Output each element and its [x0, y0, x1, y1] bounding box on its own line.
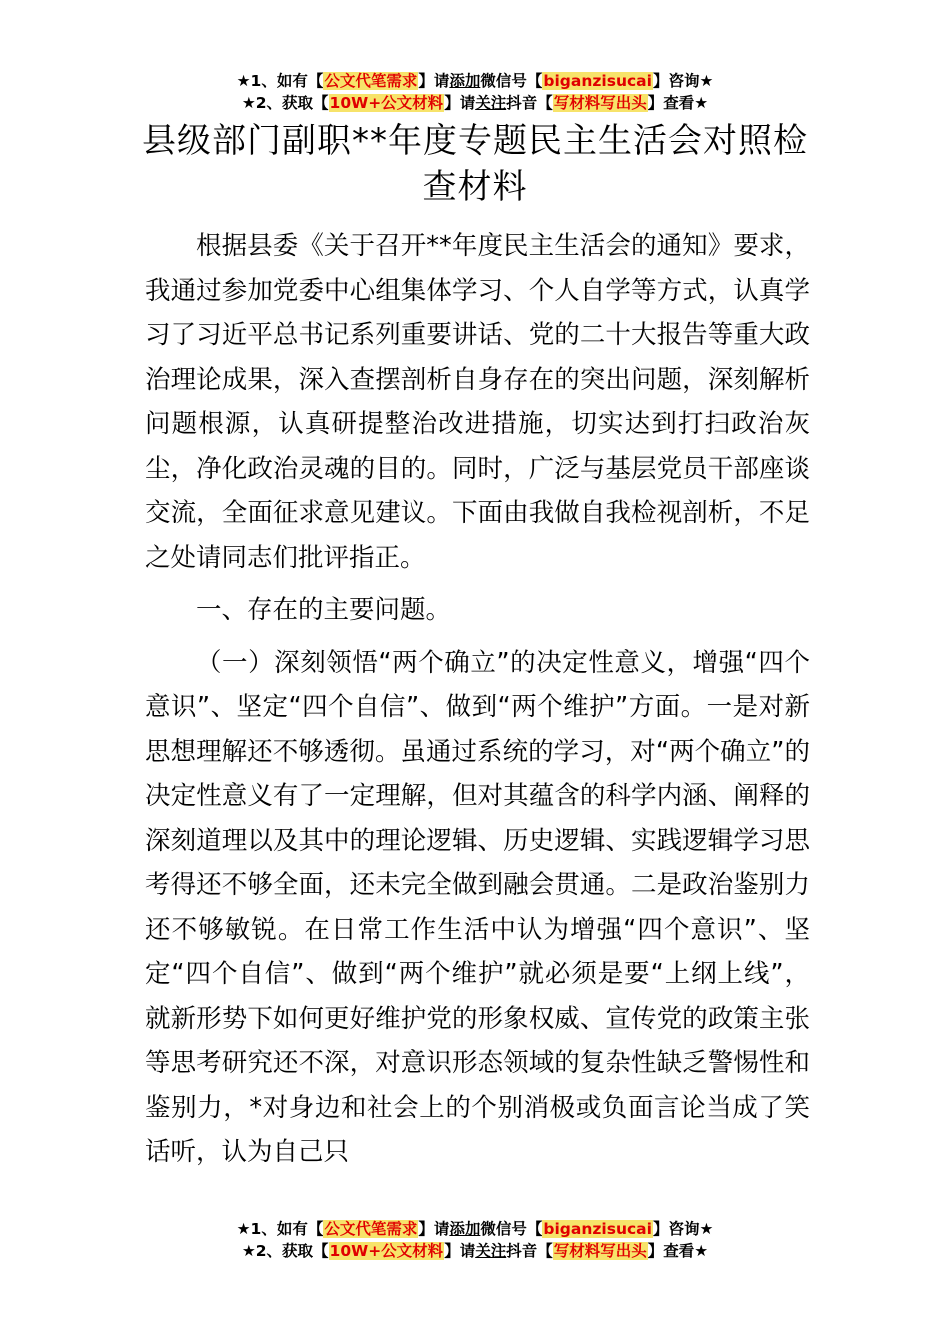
promo-highlight: 公文代笔需求 — [324, 72, 418, 90]
promo-text: ★1、如有【 — [236, 72, 324, 90]
promo-text: 】请 — [418, 72, 450, 90]
promo-highlight: 10W+公文材料 — [329, 1242, 444, 1260]
promo-text: 】查看★ — [647, 1242, 709, 1260]
document-body — [145, 224, 810, 1175]
promo-underlined: 添加 — [449, 1220, 481, 1238]
promo-douyin-id: 写材料写出头 — [553, 94, 647, 112]
promo-text: 抖音【 — [506, 1242, 553, 1260]
promo-text: 微信号【 — [480, 1220, 543, 1238]
promo-highlight: 10W+公文材料 — [329, 94, 444, 112]
promo-text: ★2、获取【 — [241, 1242, 329, 1260]
promo-underlined: 关注 — [475, 1242, 507, 1260]
footer-promo — [0, 1218, 950, 1262]
intro-paragraph: 根据县委《关于召开**年度民主生活会的通知》要求，我通过参加党委中心组集体学习、个人自学等方式，认真学习了习近平总书记系列重要讲话、党的二十大报告等重大政治理论成果，深入查摆剖析自身存在的突出问题，深刻解析问题根源，认真研提整治改进措施，切实达到打扫政治灰尘，净化政治灵魂的目的。同时，广泛与基层党员干部座谈交流，全面征求意见建议。下面由我做自我检视剖析，不足之处请同志们批评指正。 — [145, 231, 810, 573]
promo-text: ★1、如有【 — [236, 1220, 324, 1238]
promo-text: 微信号【 — [480, 72, 543, 90]
promo-line-2 — [0, 92, 950, 114]
promo-line-2 — [0, 1240, 950, 1262]
promo-text: 】咨询★ — [652, 1220, 714, 1238]
promo-douyin-id: 写材料写出头 — [553, 1242, 647, 1260]
promo-line-1 — [0, 70, 950, 92]
header-promo — [0, 70, 950, 114]
promo-highlight: 公文代笔需求 — [324, 1220, 418, 1238]
promo-underlined: 关注 — [475, 94, 507, 112]
document-title — [0, 118, 950, 210]
promo-line-1 — [0, 1218, 950, 1240]
section-heading: 一、存在的主要问题。 — [196, 595, 452, 625]
promo-underlined: 添加 — [449, 72, 481, 90]
promo-wechat-id: biganzisucai — [543, 1220, 652, 1238]
promo-text: 】请 — [444, 94, 476, 112]
promo-text: ★2、获取【 — [241, 94, 329, 112]
subsection-paragraph: （一）深刻领悟“两个确立”的决定性意义，增强“四个意识”、坚定“四个自信”、做到“两个维护”方面。一是对新思想理解还不够透彻。虽通过系统的学习，对“两个确立”的决定性意义有了一定理解，但对其蕴含的科学内涵、阐释的深刻道理以及其中的理论逻辑、历史逻辑、实践逻辑学习思考得还不够全面，还未完全做到融会贯通。二是政治鉴别力还不够敏锐。在日常工作生活中认为增强“四个意识”、坚定“四个自信”、做到“两个维护”就必须是要“上纲上线”，就新形势下如何更好维护党的形象权威、宣传党的政策主张等思考研究还不深，对意识形态领域的复杂性缺乏警惕性和鉴别力，*对身边和社会上的个别消极或负面言论当成了笑话听，认为自己只 — [145, 647, 810, 1167]
promo-text: 】查看★ — [647, 94, 709, 112]
promo-text: 抖音【 — [506, 94, 553, 112]
title-line-2: 查材料 — [422, 167, 528, 207]
promo-text: 】请 — [418, 1220, 450, 1238]
promo-text: 】咨询★ — [652, 72, 714, 90]
promo-wechat-id: biganzisucai — [543, 72, 652, 90]
title-line-1: 县级部门副职**年度专题民主生活会对照检 — [142, 121, 808, 161]
promo-text: 】请 — [444, 1242, 476, 1260]
